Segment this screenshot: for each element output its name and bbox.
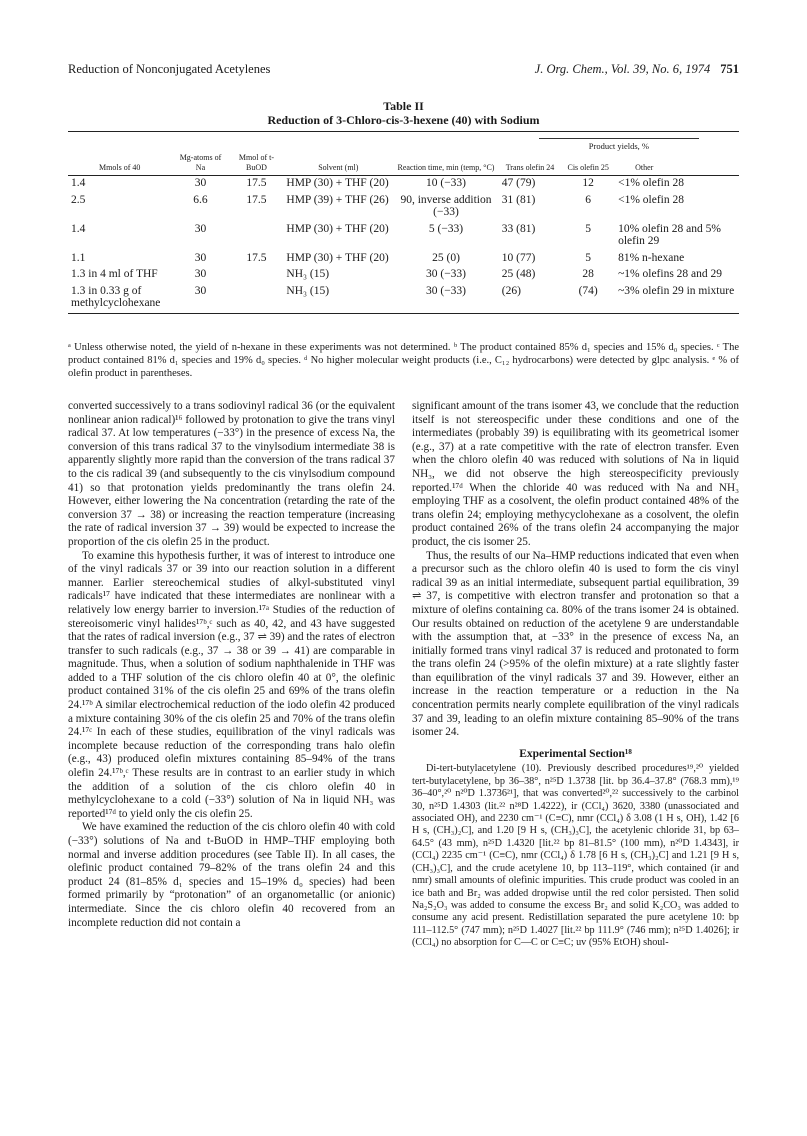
table-cell: NH₃ (15) <box>286 268 330 280</box>
table-cell: 12 <box>582 177 594 189</box>
table-cell <box>230 222 284 251</box>
table-cell: 90, inverse addition (−33) <box>400 193 492 218</box>
col-header: Cis olefin 25 <box>567 162 609 172</box>
running-title: Reduction of Nonconjugated Acetylenes <box>68 62 271 76</box>
col-header: Trans olefin 24 <box>505 162 555 172</box>
table-row <box>68 176 739 193</box>
table-label: Table II <box>383 99 424 113</box>
col-header: Mg-atoms of Na <box>179 153 222 172</box>
table-cell: ~1% olefins 28 and 29 <box>618 268 723 280</box>
experimental-heading: Experimental Section¹⁸ <box>519 747 632 760</box>
paragraph: converted successively to a trans sodiovinyl radical 36 (or the equivalent nonlinear anion radical)¹⁶ followed by protonation to give the trans vinyl radical 37. At low temperatures (−33°) in the presence of excess Na, the conversion of this trans radical 37 to the vinylsodium intermediate 38 is apparently slightly more rapid than the conversion of the trans radical 37 to the cis radical 39 (and subsequently to the cis vinylsodium compound 41) so that protonation yields predominantly the trans olefin 24. However, either lowering the Na concentration (retarding the rate of the conversion 37 → 38) or increasing the reaction temperature (increasing the rate of radical inversion 37 → 39) would be expected to increase the proportion of the cis olefin 25 in the product. <box>68 400 395 548</box>
results-table <box>68 131 739 314</box>
body-column-left <box>68 400 395 930</box>
page-number: 751 <box>720 62 739 76</box>
table-cell: 47 (79) <box>501 177 536 189</box>
table-cell: HMP (39) + THF (26) <box>286 193 389 206</box>
journal-name: J. Org. Chem., Vol. 39, No. 6, 1974 <box>534 62 711 76</box>
table-cell: 6.6 <box>193 193 208 206</box>
table-cell: 31 (81) <box>501 193 536 206</box>
table-cell: 10% olefin 28 and 5% olefin 29 <box>618 222 721 247</box>
table-cell: 2.5 <box>71 193 86 206</box>
table-cell <box>230 267 284 284</box>
table-cell: 17.5 <box>246 177 267 189</box>
table-cell: 25 (48) <box>501 268 536 280</box>
table-row <box>68 284 739 314</box>
table-cell: 30 <box>194 177 207 189</box>
col-header: Solvent (ml) <box>318 162 359 172</box>
table-cell: 6 <box>585 193 592 206</box>
table-cell: (74) <box>578 284 598 297</box>
table-title: Reduction of 3-Chloro-cis-3-hexene (40) with Sodium <box>267 113 540 127</box>
table-row <box>68 251 739 268</box>
table-cell: <1% olefin 28 <box>618 177 684 189</box>
journal-citation <box>535 62 739 77</box>
table-cell: HMP (30) + THF (20) <box>286 177 389 189</box>
paragraph: We have examined the reduction of the cis chloro olefin 40 with cold (−33°) solutions of Na and t-BuOD in HMP–THF employing both normal and inverse addition procedures (see Table II). In all cases, the olefinic product contained 79–82% of the trans olefin 24 and this product 24 (81–85% d₁ species and 15–19% d₀ species) had been formed primarily by “protonation” of an organometallic (or anionic) intermediate. Since the cis chloro olefin 40 recovered from an incomplete reduction did not contain a <box>68 821 395 929</box>
table-cell: 28 <box>582 268 594 280</box>
table-cell: 25 (0) <box>432 251 460 264</box>
table-cell: 33 (81) <box>501 222 536 235</box>
col-header: Other <box>635 162 654 172</box>
table-footnotes: ᵃ Unless otherwise noted, the yield of n-hexane in these experiments was not determined. ᵇ The product contained 85% d₁ species and 15% d₀ species. ᶜ The product contained 81% d₁ species and 19% d₀ species. ᵈ No higher molecular weight products (i.e., C₁₂ hydrocarbons) were detected by glpc analysis. ᵉ % of olefin product in parentheses. <box>68 342 739 379</box>
table-cell: 1.3 in 4 ml of THF <box>71 268 158 280</box>
table-row <box>68 222 739 251</box>
paragraph: To examine this hypothesis further, it was of interest to introduce one of the vinyl radicals 37 or 39 into our reaction solution in a different manner. Earlier stereochemical studies of alkyl-substituted vinyl radicals¹⁷ have indicated that these intermediates are nonlinear with a relatively low energy barrier to inversion.¹⁷ᵃ Studies of the reduction of stereoisomeric vinyl halides¹⁷ᵇ,ᶜ such as 40, 42, and 43 have suggested that the rates of radical inversion (e.g., 37 ⇌ 39) and the rates of electron transfer to such radicals (e.g., 37 → 38 or 39 → 41) are comparable in magnitude. Thus, when a solution of sodium naphthalenide in THF was added to a THF solution of the cis chloro olefin 40 at 0°, the olefinic product contained 31% of the cis olefin 25 and 69% of the trans olefin 24.¹⁷ᵇ A similar electrochemical reduction of the iodo olefin 42 produced a mixture containing 30% of the cis olefin 25 and 70% of the trans olefin 24.¹⁷ᶜ In each of these studies, equilibration of the vinyl radicals was incomplete because reduction of the corresponding trans halo olefin (e.g., 43) produced olefin mixtures containing 85–94% of the trans olefin 24.¹⁷ᵇ,ᶜ These results are in contrast to an earlier study in which the addition of a solution of the cis chloro olefin 40 in methylcyclohexane to a cold (−33°) solution of Na in liquid NH₃ was reported¹⁷ᵈ to yield only the cis olefin 25. <box>68 549 395 820</box>
table-cell: 5 <box>585 222 592 235</box>
paragraph: significant amount of the trans isomer 43, we conclude that the reduction itself is not stereospecific under these conditions and one of the intermediates (probably 39) is equilibrating with its geometrical isomer (e.g., 37) at a rate competitive with the rate of electron transfer. Even when the chloro olefin 40 was reduced with solutions of Na in liquid NH₃, we did not observe the high stereospecificity previously reported.¹⁷ᵈ When the chloride 40 was reduced with Na and NH₃ employing THF as a cosolvent, the olefin product contained 48% of the trans olefin 24; employing methycyclohexane as a cosolvent, the olefin product contained 26% of the trans olefin 24 accompanying the major product, the cis isomer 25. <box>412 400 739 548</box>
table-cell: 17.5 <box>246 193 267 206</box>
table-cell: 1.4 <box>71 222 86 235</box>
col-header: Reaction time, min (temp, °C) <box>397 162 495 172</box>
table-cell: 30 <box>194 251 207 264</box>
table-cell: 1.1 <box>71 251 86 264</box>
table-cell: 30 <box>194 268 207 280</box>
table-cell: (26) <box>501 284 521 297</box>
table-cell: 1.3 in 0.33 g of methylcyclohexane <box>71 284 161 309</box>
table-cell: 10 (77) <box>501 251 536 264</box>
table-cell: 30 <box>194 222 207 235</box>
table-cell: 5 (−33) <box>428 222 464 235</box>
table-cell: 30 (−33) <box>425 284 467 297</box>
table-cell: 81% n-hexane <box>618 251 685 264</box>
table-cell: 10 (−33) <box>425 177 467 189</box>
table-cell: 30 (−33) <box>425 268 467 280</box>
table-row <box>68 193 739 222</box>
col-header: Mmols of 40 <box>99 162 141 172</box>
body-column-right <box>412 400 739 950</box>
table-cell: 5 <box>585 251 592 264</box>
table-cell: 17.5 <box>246 251 267 264</box>
table-cell: 1.4 <box>71 177 86 189</box>
table-cell: ~3% olefin 29 in mixture <box>618 284 735 297</box>
experimental-text: Di-tert-butylacetylene (10). Previously described procedures¹⁹,²⁰ yielded tert-butylacetylene, bp 36–38°, n²⁵D 1.3738 [lit. bp 36.4–37.8° (768.3 mm),¹⁹ 36–40°,²⁰ n²⁰D 1.3736²¹], that was converted²⁰,²² successively to the carbinol 30, n²⁵D 1.4303 (lit.²² n²⁸D 1.4222), ir (CCl₄) 3620, 3380 (unassociated and associated OH), and 2230 cm⁻¹ (C≡C), nmr (CCl₄) δ 3.08 (1 H s, OH), 1.42 [6 H s, (CH₃)₂C], and 1.20 [9 H s, (CH₃)₃C], the acetylenic chloride 31, bp 63–64.5° (43 mm), n²⁵D 1.4320 [lit.²² bp 81–81.5° (100 mm), n²⁰D 1.4343], ir (CCl₄) 2235 cm⁻¹ (C≡C), nmr (CCl₄) δ 1.78 [6 H s, (CH₃)₂C] and 1.21 [9 H s, (CH₃)₃C], and the crude acetylene 10, bp 113–119°, which contained (ir and nmr) small amounts of olefinic impurities. This crude product was cooled in an ice bath and Br₂ was added dropwise until the red color persisted. Then solid Na₂S₂O₃ was added to consume the excess Br₂ and solid K₂CO₃ was added to consume any acid present. Redistillation separated the pure acetylene 10: bp 111–112.5° (747 mm); n²⁵D 1.4027 [lit.²² bp 111.9° (746 mm); n²⁵D 1.4026]; ir (CCl₄) no absorption for C—C or C≡C; uv (95% EtOH) shoul- <box>412 763 739 949</box>
table-cell: NH₃ (15) <box>286 284 330 297</box>
paragraph: Thus, the results of our Na–HMP reductions indicated that even when a precursor such as the chloro olefin 40 is used to form the cis vinyl radical 39 as an initial intermediate, subsequent partial equilibration, 39 ⇌ 37, is competitive with electron transfer and protonation so that a mixture of olefins containing ca. 80% of the trans isomer 24 is obtained. Our results obtained on reduction of the acetylene 9 are understandable with the assumption that, at −33° in the presence of excess Na, an initially formed trans vinyl radical 37 is reduced and protonated to form the trans olefin 24 (>95% of the olefin mixture) at a rate slightly faster than equilibration of the vinyl radicals 37 and 39. However, either an increase in the reaction temperature or a reduction in the Na concentration permits nearly complete equilibration of the vinyl radicals 37 and 39, leading to an olefin mixture containing 85–90% of the trans isomer 24. <box>412 549 739 739</box>
table-cell: 30 <box>194 284 207 297</box>
table-cell: <1% olefin 28 <box>618 193 684 206</box>
table-row <box>68 267 739 284</box>
product-yields-header: Product yields, % <box>499 132 739 152</box>
running-header <box>68 62 739 80</box>
col-header: Mmol of t-BuOD <box>238 153 275 172</box>
table-cell: HMP (30) + THF (20) <box>286 222 389 235</box>
table-cell: HMP (30) + THF (20) <box>286 251 389 264</box>
table-cell <box>230 284 284 314</box>
table-caption <box>68 99 739 127</box>
